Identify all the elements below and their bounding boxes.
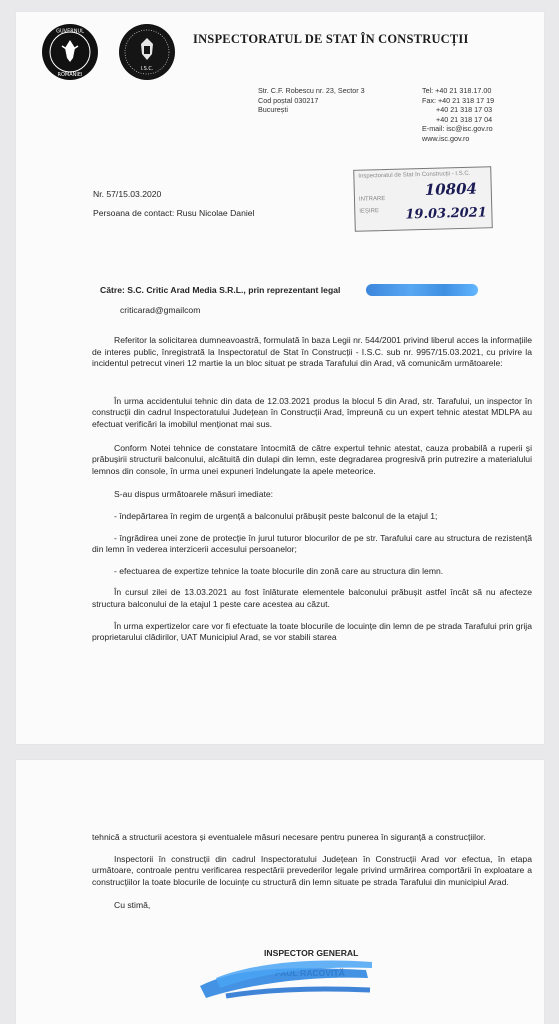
handwritten-date: 19.03.2021 (405, 205, 488, 223)
signature-redaction-mark (196, 948, 376, 1008)
stamp-exit-label: IEȘIRE (359, 208, 380, 215)
contact-line: +40 21 318 17 03 (436, 105, 493, 115)
contact-line: www.isc.gov.ro (422, 133, 470, 143)
svg-text:ROMÂNIEI: ROMÂNIEI (57, 72, 83, 78)
recipient-line: Către: S.C. Critic Arad Media S.R.L., prin reprezentant legal (100, 285, 341, 295)
address-block (258, 86, 365, 115)
svg-text:GUVERNUL: GUVERNUL (56, 28, 84, 35)
svg-text:I.S.C.: I.S.C. (140, 66, 154, 72)
paragraph: În urma expertizelor care vor fi efectuate la toate blocurile de locuințe din lemn de pe strada Tarafului prin grija proprietarului clădirilor, UAT Municipiul Arad, se vor stabili starea (92, 620, 532, 643)
document-page-2 (16, 760, 544, 1024)
paragraph: tehnică a structurii acestora și eventualele măsuri necesare pentru punerea în siguranță a construcțiilor. (92, 832, 486, 842)
stamp-header: Inspectoratul de Stat în Construcții - I.S.C. (358, 170, 471, 180)
paragraph: Inspectorii în construcții din cadrul Inspectoratului Județean în Construcții Arad vor efectua, în etapa următoare, controale pentru verificarea respectării prevederilor legale privind urmărirea comportării în exploatare a construcțiilor la toate blocurile de locuințe cu structură din lemn situate pe strada Tarafului din municipiul Arad. (92, 853, 532, 887)
closing-greeting: Cu stimă, (114, 900, 151, 911)
letter-body-page-1 (92, 335, 532, 644)
document-page-1 (16, 12, 544, 744)
paragraph: În urma accidentului tehnic din data de 12.03.2021 produs la blocul 5 din Arad, str. Tarafului, un inspector în construcții din cadrul Inspectoratului Județean în Construcții Arad, împreună cu un expert tehnic atestat MDLPA au efectuat verificări la imobilul menționat mai sus. (92, 395, 532, 429)
institution-name: INSPECTORATUL DE STAT ÎN CONSTRUCȚII (193, 32, 469, 46)
contact-line: Fax: +40 21 318 17 19 (422, 95, 495, 105)
paragraph: Conform Notei tehnice de constatare întocmită de către expertul tehnic atestat, cauza probabilă a ruperii și prăbușirii structurii balconului, alcătuită din dulapi din lemn, este degradarea progresivă prin putrezire a materialului lemnos din console, în urma unei expuneri îndelungate la apele meteorice. (92, 442, 532, 476)
handwritten-number: 10804 (424, 179, 478, 199)
measure-item: - îndepărtarea în regim de urgență a balconului prăbușit peste balconul de la etajul 1; (114, 510, 438, 521)
recipient-email: criticarad@gmailcom (120, 305, 201, 315)
paragraph: În cursul zilei de 13.03.2021 au fost înlăturate elementele balconului prăbușit astfel încât să nu afecteze structura balconului de la etajul 1 peste care acestea au căzut. (92, 587, 532, 609)
redaction-mark (366, 284, 478, 296)
document-number: Nr. 57/15.03.2020 (93, 189, 162, 199)
address-line: Str. C.F. Robescu nr. 23, Sector 3 (258, 86, 365, 95)
contact-line: Tel: +40 21 318.17.00 (422, 86, 492, 95)
measure-item: - efectuarea de expertize tehnice la toate blocurile din zonă care au structura din lemn. (114, 565, 444, 576)
contact-block (422, 86, 494, 144)
measure-item: - îngrădirea unei zone de protecție în jurul tuturor blocurilor de pe str. Tarafului care au structura de rezistență din lemn în vederea interzicerii accesului persoanelor; (92, 532, 532, 555)
government-seal-icon (42, 24, 98, 80)
signatory-title: INSPECTOR GENERAL (264, 948, 359, 958)
contact-line: +40 21 318 17 04 (436, 114, 493, 124)
address-line: Cod poștal 030217 (258, 95, 319, 105)
registration-stamp (353, 166, 493, 232)
paragraph: Referitor la solicitarea dumneavoastră, formulată în baza Legii nr. 544/2001 privind liberul acces la informațiile de interes public, înregistrată la Inspectoratul de Stat în Construcții - I.S.C. sub nr. 9957/15.03.2021, cu privire la incidentul petrecut vineri 12 martie la un bloc situat pe strada Tarafului din Arad, vă comunicăm următoarele: (92, 335, 532, 369)
paragraph: S-au dispus următoarele măsuri imediate: (114, 489, 274, 500)
address-line: București (258, 105, 288, 115)
stamp-entry-label: INTRARE (358, 195, 386, 203)
contact-person: Persoana de contact: Rusu Nicolae Daniel (93, 208, 255, 218)
contact-line: E-mail: isc@isc.gov.ro (422, 124, 493, 134)
letter-body-page-2 (92, 832, 532, 912)
isc-seal-icon (119, 24, 175, 80)
